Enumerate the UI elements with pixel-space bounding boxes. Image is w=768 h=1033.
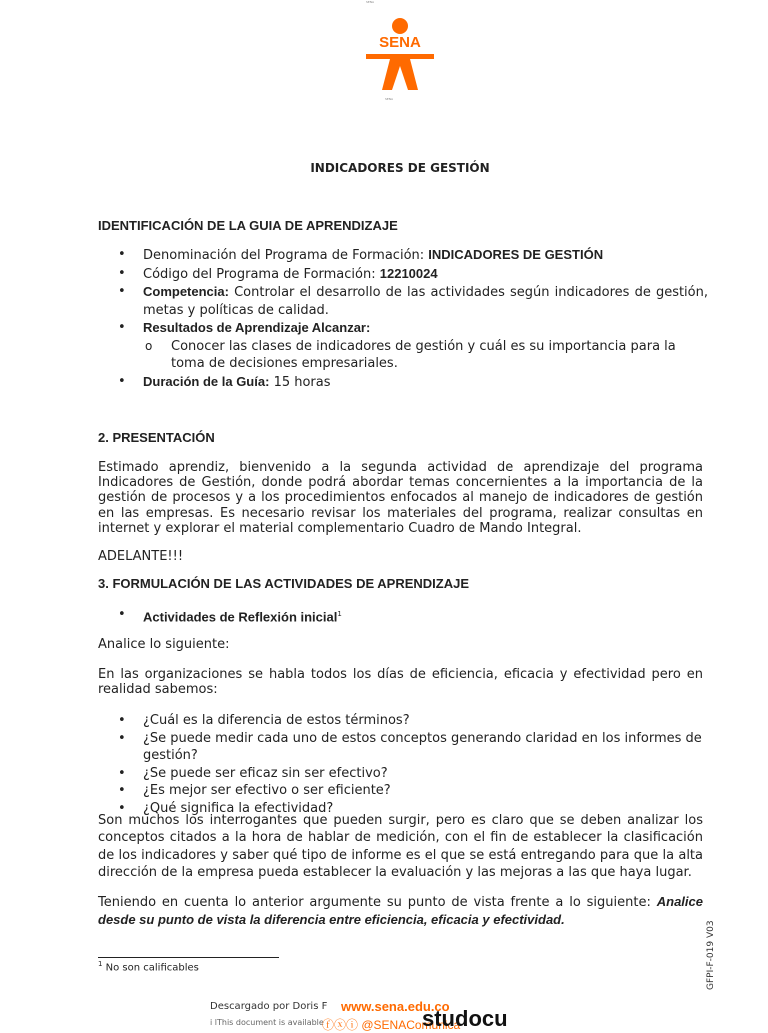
list-item bbox=[98, 265, 708, 284]
list-item bbox=[98, 730, 708, 765]
availability-text: i lThis document is available bbox=[210, 1018, 324, 1027]
question-1: ¿Cuál es la diferencia de estos términos? bbox=[143, 713, 410, 728]
list-item bbox=[143, 338, 708, 373]
list-item bbox=[98, 319, 708, 373]
document-code: GFPI-F-019 V03 bbox=[706, 920, 716, 990]
resultados-label: Resultados de Aprendizaje Alcanzar: bbox=[143, 320, 371, 335]
questions-list bbox=[98, 712, 708, 817]
presentacion-paragraph: Estimado aprendiz, bienvenido a la segunda actividad de aprendizaje del programa Indicadores de Gestión, donde podrá abordar temas concernientes a la importancia de la gestión de procesos y a los procedimientos enfocados al manejo de indicadores de gestión en las empresas. Es necesario revisar los materiales del programa, realizar consultas en internet y explorar el material complementario Cuadro de Mando Integral. bbox=[98, 460, 703, 536]
logo-text: SENA bbox=[379, 34, 421, 51]
footnote bbox=[98, 960, 199, 973]
duracion-label: Duración de la Guía: bbox=[143, 373, 270, 389]
competencia-label: Competencia: bbox=[143, 284, 229, 299]
section-heading-identificacion: IDENTIFICACIÓN DE LA GUIA DE APRENDIZAJE bbox=[98, 218, 398, 233]
studocu-logo[interactable]: studocu bbox=[422, 1006, 508, 1031]
actividades-list bbox=[98, 606, 708, 627]
intro-paragraph: En las organizaciones se habla todos los días de eficiencia, eficacia y efectividad pero en realidad sabemos: bbox=[98, 667, 703, 698]
resultado-1: Conocer las clases de indicadores de gestión y cuál es su importancia para la toma de decisiones empresariales. bbox=[171, 338, 676, 371]
logo-top-caption: SENA bbox=[366, 0, 375, 4]
denominacion-label: Denominación del Programa de Formación: bbox=[143, 248, 425, 263]
question-5: ¿Qué significa la efectividad? bbox=[143, 800, 334, 816]
list-item bbox=[98, 373, 708, 392]
list-item bbox=[98, 283, 708, 319]
analice-text: Analice lo siguiente: bbox=[98, 637, 230, 652]
actividad-label: Actividades de Reflexión inicial bbox=[143, 609, 338, 625]
footnote-text: No son calificables bbox=[102, 962, 199, 974]
sena-logo bbox=[362, 16, 438, 92]
competencia-value: Controlar el desarrollo de las actividades según indicadores de gestión, metas y políticas de calidad. bbox=[143, 285, 708, 318]
question-3: ¿Se puede ser eficaz sin ser efectivo? bbox=[143, 765, 388, 781]
sena-url-link[interactable]: www.sena.edu.co bbox=[341, 999, 450, 1014]
analysis-paragraph: Son muchos los interrogantes que pueden surgir, pero es claro que se deben analizar los conceptos citados a la hora de hablar de medición, con el fin de establecer la clasificación de los indicadores y saber qué tipo de informe es el que se está entregando para que la alta dirección de la empresa pueda establecer la evaluación y las mejoras a las que haya lugar. bbox=[98, 813, 703, 881]
actividad-footnote-ref[interactable]: 1 bbox=[337, 610, 342, 618]
list-item bbox=[98, 246, 708, 265]
document-title: INDICADORES DE GESTIÓN bbox=[310, 161, 490, 175]
social-handle[interactable]: ⓕⓧⓘ @SENAComunica bbox=[322, 1018, 461, 1032]
adelante-text: ADELANTE!!! bbox=[98, 549, 184, 564]
logo-sub-caption: SENA bbox=[385, 97, 394, 101]
codigo-value: 12210024 bbox=[379, 265, 438, 281]
downloaded-by-text: Descargado por Doris F bbox=[210, 1001, 328, 1012]
list-item bbox=[98, 606, 708, 627]
section-heading-presentacion: 2. PRESENTACIÓN bbox=[98, 430, 215, 445]
list-item bbox=[98, 765, 708, 783]
question-4: ¿Es mejor ser efectivo o ser eficiente? bbox=[143, 783, 391, 798]
resultados-sublist bbox=[143, 338, 708, 373]
argument-paragraph bbox=[98, 893, 703, 929]
footnote-number: 1 bbox=[98, 960, 103, 968]
identificacion-list bbox=[98, 246, 708, 391]
question-2: ¿Se puede medir cada uno de estos conceptos generando claridad en los informes de gestión? bbox=[143, 730, 702, 763]
codigo-label: Código del Programa de Formación: bbox=[143, 266, 376, 282]
argument-bold: Analice desde su punto de vista la diferencia entre eficiencia, eficacia y efectividad. bbox=[98, 894, 703, 927]
denominacion-value: INDICADORES DE GESTIÓN bbox=[428, 247, 604, 262]
section-heading-formulacion: 3. FORMULACIÓN DE LAS ACTIVIDADES DE APRENDIZAJE bbox=[98, 576, 470, 591]
list-item bbox=[98, 712, 708, 730]
argument-plain: Teniendo en cuenta lo anterior argumente su punto de vista frente a lo siguiente: bbox=[98, 895, 657, 910]
footnote-divider bbox=[98, 957, 279, 958]
duracion-value: 15 horas bbox=[273, 374, 331, 390]
list-item bbox=[98, 782, 708, 800]
